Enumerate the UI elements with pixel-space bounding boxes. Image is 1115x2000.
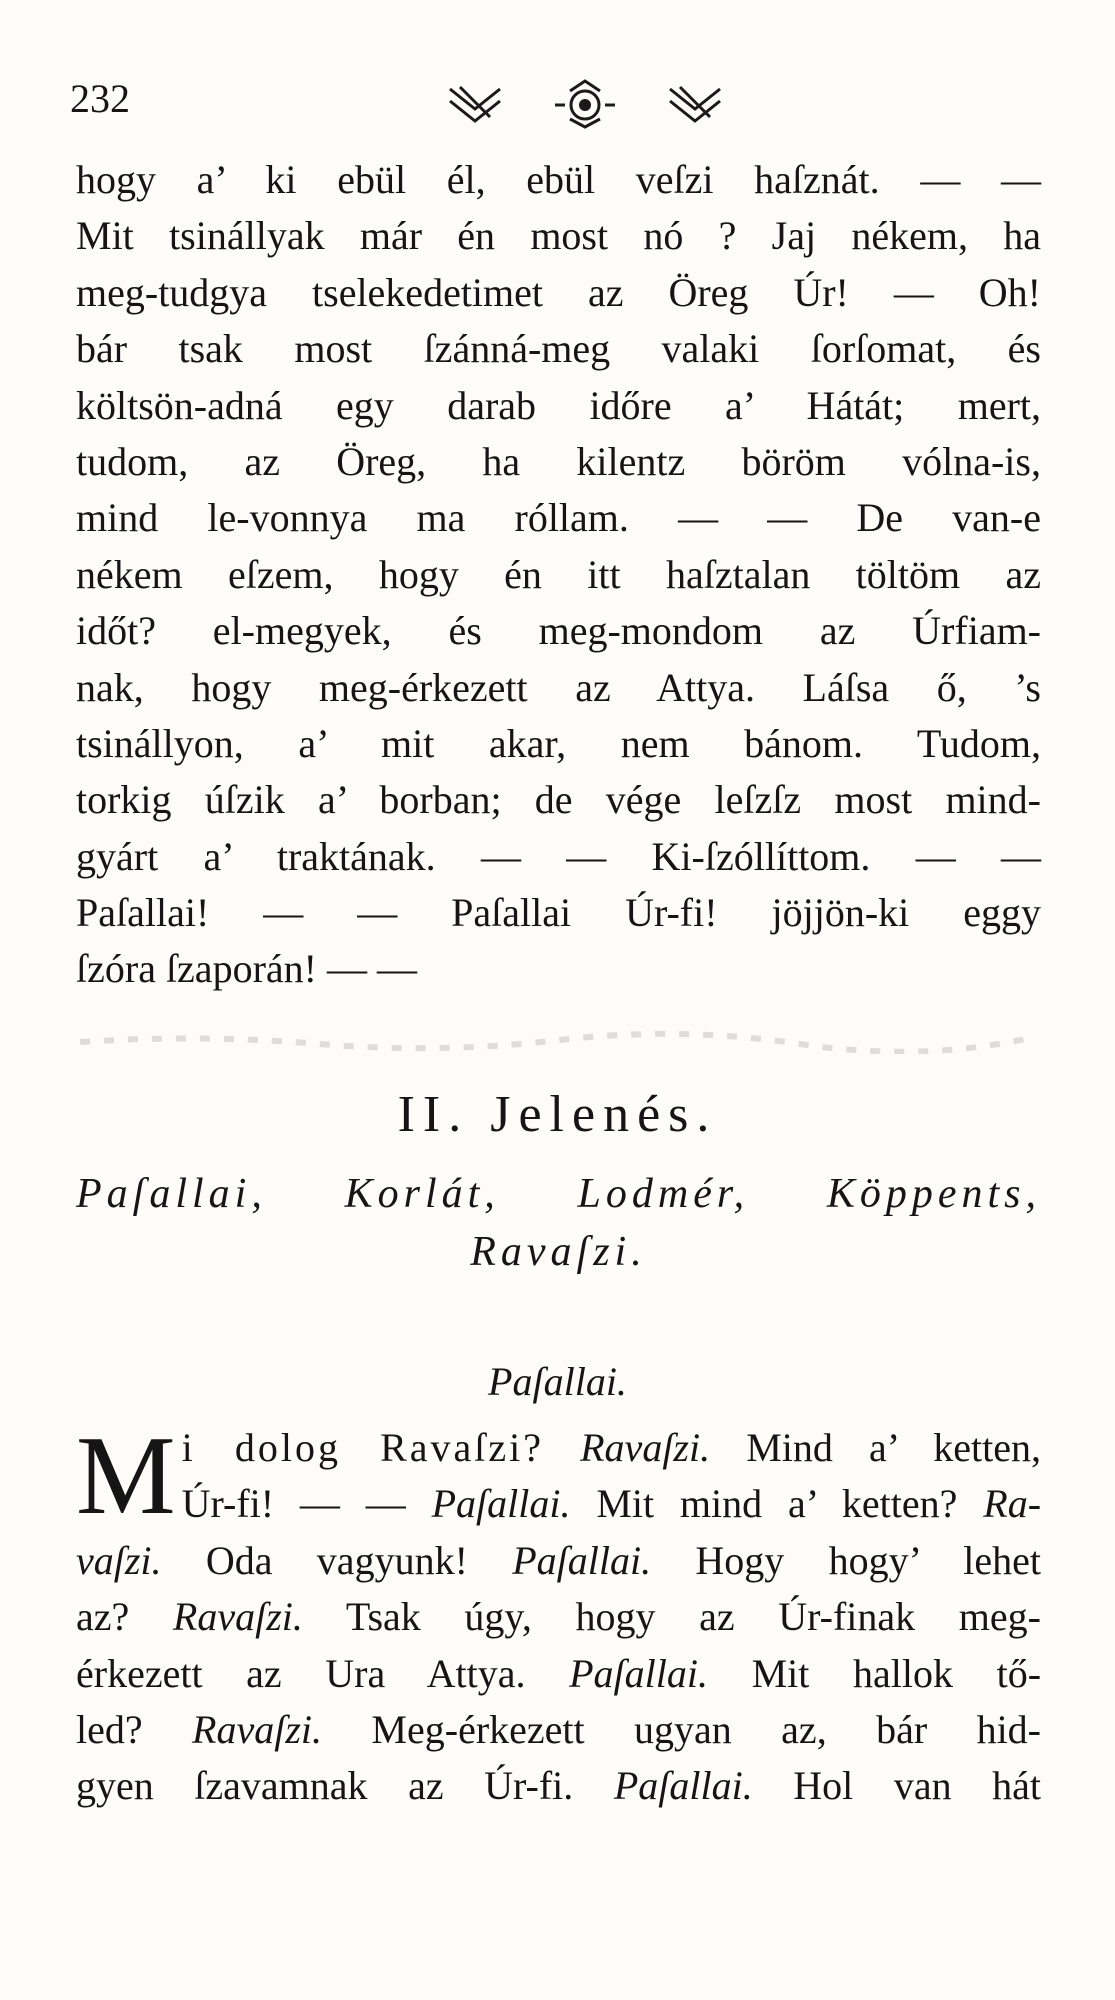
drop-cap: M: [76, 1414, 176, 1538]
text-line: hogy a’ ki ebül él, ebül veſzi haſznát. — —: [76, 157, 1041, 202]
character-list: [76, 1165, 1041, 1281]
text-line: Úr-fi! — — Paſallai. Mit mind a’ ketten? Ra-: [181, 1481, 1042, 1527]
text-line: nékem eſzem, hogy én itt haſztalan töltöm az: [76, 551, 1041, 597]
text-line: gyárt a’ traktának. — — Ki-ſzóllíttom. — —: [76, 833, 1041, 879]
page-header: [70, 75, 1045, 135]
speaker-name: Paſallai.: [488, 1359, 627, 1404]
text-line: i dolog Ravaſzi? Ravaſzi. Mind a’ ketten,: [181, 1425, 1041, 1470]
bleed-through-smudge: [80, 1030, 1030, 1054]
upper-paragraph: [76, 152, 1041, 998]
text-line: gyen ſzavamnak az Úr-fi. Paſallai. Hol van hát: [76, 1763, 1042, 1809]
text-line: az? Ravaſzi. Tsak úgy, hogy az Úr-finak meg-: [76, 1594, 1041, 1640]
text-line: Paſallai! — — Paſallai Úr-fi! jöjjön-ki eggy: [76, 890, 1041, 936]
text-line: tsinállyon, a’ mit akar, nem bánom. Tudom,: [76, 720, 1041, 766]
page-number: 232: [70, 76, 130, 121]
text-line: mind le-vonnya ma róllam. — — De van-e: [76, 495, 1041, 541]
text-line: ſzóra ſzaporán! — —: [76, 946, 417, 992]
character-list-line: Ravaſzi.: [470, 1229, 647, 1275]
text-line: tudom, az Öreg, ha kilentz böröm vólna-is,: [76, 438, 1041, 484]
text-line: nak, hogy meg-érkezett az Attya. Láſsa ő, ’s: [76, 664, 1041, 710]
text-line: költsön-adná egy darab időre a’ Hátát; mert,: [76, 382, 1041, 428]
character-list-line: Paſallai, Korlát, Lodmér, Köppents,: [76, 1171, 1041, 1217]
text-line: érkezett az Ura Attya. Paſallai. Mit hallok tő-: [76, 1650, 1042, 1696]
text-line: időt? el-megyek, és meg-mondom az Úrfiam-: [76, 608, 1041, 654]
scene-heading: II. Jelenés.: [397, 1086, 718, 1143]
text-line: meg-tudgya tselekedetimet az Öreg Úr! — Oh!: [76, 269, 1041, 315]
dialogue-paragraph: [76, 1414, 1042, 1815]
text-line: vaſzi. Oda vagyunk! Paſallai. Hogy hogy’ lehet: [76, 1537, 1041, 1583]
text-line: led? Ravaſzi. Meg-érkezett ugyan az, bár hid-: [76, 1706, 1041, 1752]
text-line: bár tsak most ſzánná-meg valaki ſorſomat, és: [76, 326, 1041, 372]
text-line: Mit tsinállyak már én most nó ? Jaj nékem, ha: [76, 213, 1041, 259]
text-line: torkig úſzik a’ borban; de vége leſzſz most mind-: [76, 777, 1041, 823]
printers-ornament-icon: [420, 79, 750, 129]
